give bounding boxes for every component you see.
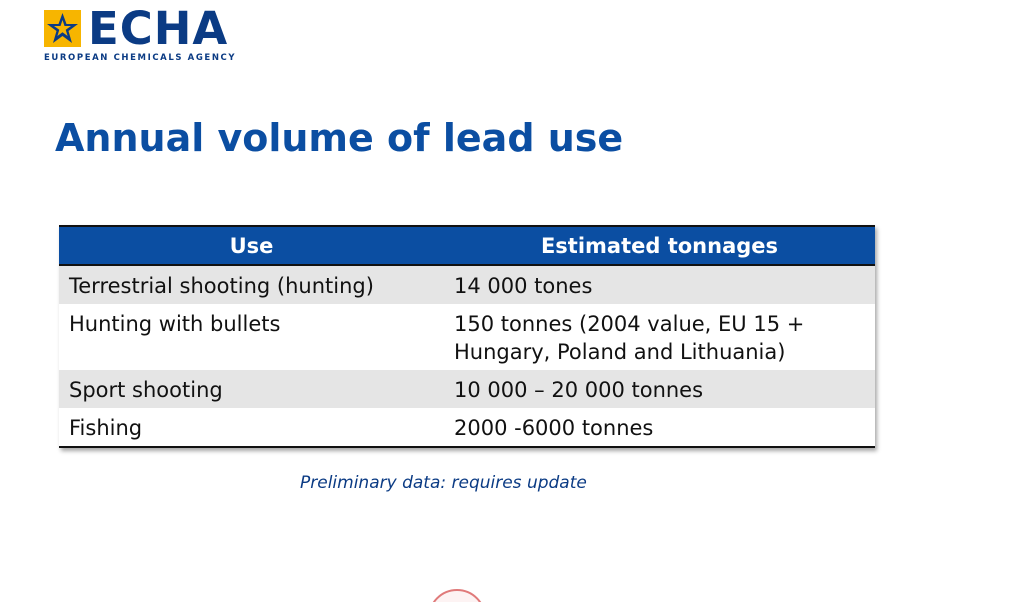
preliminary-note: Preliminary data: requires update [300,473,587,493]
logo-subtitle: EUROPEAN CHEMICALS AGENCY [44,53,237,63]
cell-tonnage-line: Hungary, Poland and Lithuania) [454,340,786,364]
cell-tonnage [444,304,875,370]
echa-logo [44,2,274,68]
table-row [59,265,875,304]
cell-use: Fishing [59,408,444,447]
column-header-tonnages: Estimated tonnages [444,226,875,265]
cell-tonnage-line: 150 tonnes (2004 value, EU 15 + [454,312,805,336]
echa-star-icon [44,10,81,47]
cell-use: Sport shooting [59,370,444,408]
cell-tonnage: 14 000 tones [444,265,875,304]
slide-title: Annual volume of lead use [55,116,624,160]
column-header-use: Use [59,226,444,265]
table-header-row [59,226,875,265]
record-indicator[interactable] [428,589,486,602]
table-row [59,304,875,370]
logo-wordmark: ECHA [88,2,229,55]
table-row [59,408,875,447]
cell-tonnage: 10 000 – 20 000 tonnes [444,370,875,408]
table-row [59,370,875,408]
lead-use-table [59,225,875,448]
cell-use: Terrestrial shooting (hunting) [59,265,444,304]
cell-use: Hunting with bullets [59,304,444,370]
cell-tonnage: 2000 -6000 tonnes [444,408,875,447]
